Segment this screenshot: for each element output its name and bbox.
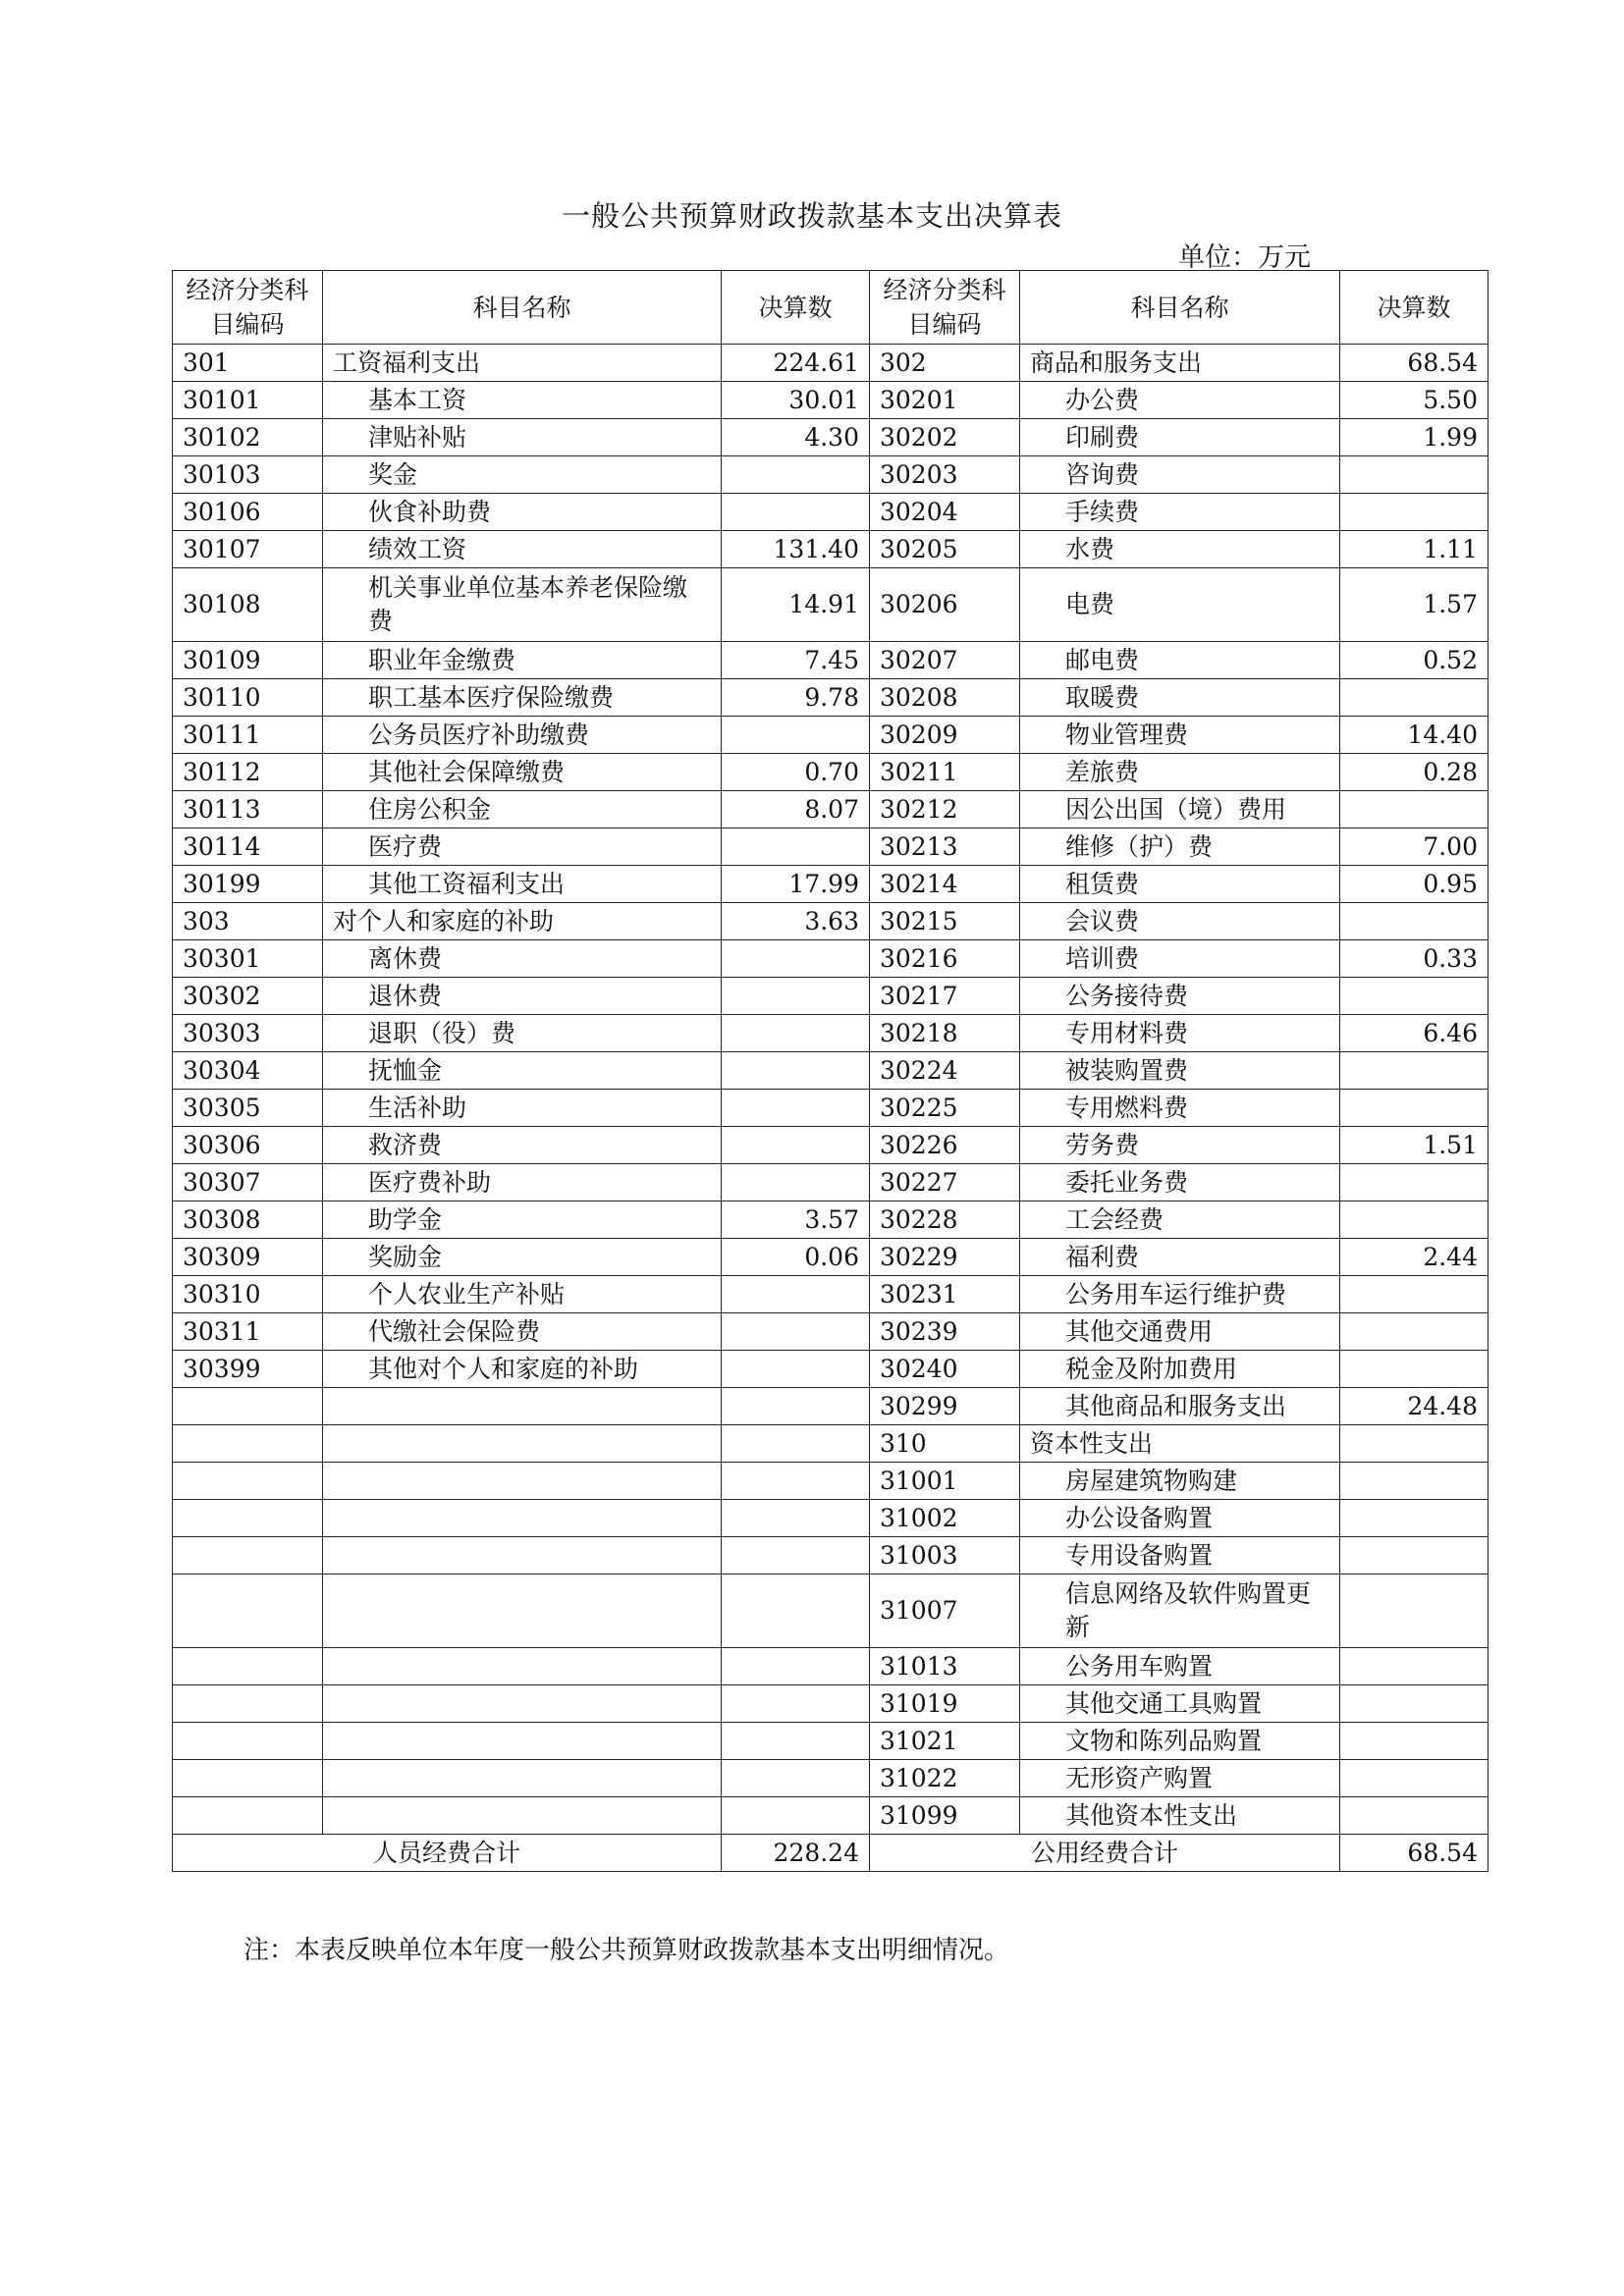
- left-amount-cell: [722, 1164, 870, 1201]
- right-amount-cell: [1340, 1500, 1489, 1537]
- right-code-cell: 30211: [870, 754, 1020, 791]
- right-name-cell: 水费: [1020, 531, 1340, 568]
- right-amount-cell: 7.00: [1340, 828, 1489, 866]
- header-cell: 经济分类科目编码: [173, 271, 323, 345]
- right-total-amount: 68.54: [1340, 1835, 1489, 1872]
- left-code-cell: 30301: [173, 940, 323, 978]
- table-row: [173, 1425, 1489, 1463]
- right-amount-cell: [1340, 494, 1489, 531]
- right-code-cell: 30214: [870, 866, 1020, 903]
- right-amount-cell: [1340, 1425, 1489, 1463]
- expenditure-table: [172, 270, 1489, 1872]
- right-amount-cell: [1340, 1648, 1489, 1685]
- table-row: [173, 828, 1489, 866]
- table-row: [173, 1164, 1489, 1201]
- left-name-cell: 医疗费补助: [323, 1164, 722, 1201]
- right-name-cell: 办公费: [1020, 382, 1340, 419]
- right-name-cell: 税金及附加费用: [1020, 1351, 1340, 1388]
- left-amount-cell: 8.07: [722, 791, 870, 828]
- left-name-cell: [323, 1648, 722, 1685]
- left-name-cell: 救济费: [323, 1127, 722, 1164]
- right-name-cell: 电费: [1020, 568, 1340, 642]
- table-row: [173, 754, 1489, 791]
- table-row: [173, 1313, 1489, 1351]
- left-code-cell: 30199: [173, 866, 323, 903]
- right-name-cell: 培训费: [1020, 940, 1340, 978]
- left-amount-cell: [722, 1313, 870, 1351]
- left-code-cell: 30103: [173, 456, 323, 494]
- right-amount-cell: 6.46: [1340, 1015, 1489, 1052]
- table-row: [173, 791, 1489, 828]
- right-name-cell: 工会经费: [1020, 1201, 1340, 1239]
- table-row: [173, 1463, 1489, 1500]
- right-code-cell: 31021: [870, 1723, 1020, 1760]
- right-amount-cell: [1340, 1052, 1489, 1090]
- left-amount-cell: 30.01: [722, 382, 870, 419]
- left-name-cell: [323, 1425, 722, 1463]
- header-cell: 经济分类科目编码: [870, 271, 1020, 345]
- left-amount-cell: [722, 1090, 870, 1127]
- right-name-cell: 公务用车购置: [1020, 1648, 1340, 1685]
- right-amount-cell: 0.28: [1340, 754, 1489, 791]
- table-row: [173, 717, 1489, 754]
- right-code-cell: 30206: [870, 568, 1020, 642]
- right-code-cell: 30229: [870, 1239, 1020, 1276]
- right-name-cell: 委托业务费: [1020, 1164, 1340, 1201]
- left-code-cell: 30304: [173, 1052, 323, 1090]
- right-amount-cell: [1340, 1575, 1489, 1648]
- right-code-cell: 30204: [870, 494, 1020, 531]
- totals-row: [173, 1835, 1489, 1872]
- right-code-cell: 30215: [870, 903, 1020, 940]
- right-name-cell: 办公设备购置: [1020, 1500, 1340, 1537]
- left-name-cell: [323, 1685, 722, 1723]
- left-code-cell: 30308: [173, 1201, 323, 1239]
- left-code-cell: 30113: [173, 791, 323, 828]
- left-name-cell: 奖励金: [323, 1239, 722, 1276]
- right-code-cell: 30217: [870, 978, 1020, 1015]
- right-code-cell: 31003: [870, 1537, 1020, 1575]
- right-amount-cell: 0.95: [1340, 866, 1489, 903]
- right-amount-cell: [1340, 1164, 1489, 1201]
- left-code-cell: [173, 1425, 323, 1463]
- left-amount-cell: [722, 1648, 870, 1685]
- left-name-cell: 机关事业单位基本养老保险缴费: [323, 568, 722, 642]
- table-row: [173, 1276, 1489, 1313]
- right-code-cell: 30202: [870, 419, 1020, 456]
- left-name-cell: 津贴补贴: [323, 419, 722, 456]
- left-name-cell: [323, 1388, 722, 1425]
- right-amount-cell: 1.11: [1340, 531, 1489, 568]
- right-name-cell: 维修（护）费: [1020, 828, 1340, 866]
- left-name-cell: 绩效工资: [323, 531, 722, 568]
- left-code-cell: [173, 1760, 323, 1797]
- left-amount-cell: 0.70: [722, 754, 870, 791]
- right-amount-cell: [1340, 456, 1489, 494]
- table-row: [173, 642, 1489, 679]
- left-name-cell: [323, 1463, 722, 1500]
- right-name-cell: 手续费: [1020, 494, 1340, 531]
- table-row: [173, 1127, 1489, 1164]
- left-amount-cell: [722, 1500, 870, 1537]
- left-amount-cell: 4.30: [722, 419, 870, 456]
- left-name-cell: 对个人和家庭的补助: [323, 903, 722, 940]
- right-amount-cell: [1340, 679, 1489, 717]
- right-code-cell: 302: [870, 345, 1020, 382]
- right-code-cell: 30239: [870, 1313, 1020, 1351]
- right-amount-cell: [1340, 1685, 1489, 1723]
- left-code-cell: 301: [173, 345, 323, 382]
- left-code-cell: [173, 1685, 323, 1723]
- left-amount-cell: [722, 978, 870, 1015]
- left-name-cell: 奖金: [323, 456, 722, 494]
- left-code-cell: 30307: [173, 1164, 323, 1201]
- right-amount-cell: [1340, 903, 1489, 940]
- table-row: [173, 1500, 1489, 1537]
- right-name-cell: 公务接待费: [1020, 978, 1340, 1015]
- right-amount-cell: 14.40: [1340, 717, 1489, 754]
- left-name-cell: [323, 1797, 722, 1835]
- right-name-cell: 劳务费: [1020, 1127, 1340, 1164]
- table-row: [173, 345, 1489, 382]
- header-cell: 科目名称: [323, 271, 722, 345]
- left-name-cell: 代缴社会保险费: [323, 1313, 722, 1351]
- left-name-cell: 伙食补助费: [323, 494, 722, 531]
- table-row: [173, 1090, 1489, 1127]
- table-row: [173, 568, 1489, 642]
- header-cell: 决算数: [1340, 271, 1489, 345]
- left-name-cell: 住房公积金: [323, 791, 722, 828]
- left-amount-cell: [722, 1760, 870, 1797]
- unit-label: 单位：万元: [1178, 242, 1311, 273]
- left-total-label: 人员经费合计: [173, 1835, 722, 1872]
- right-code-cell: 30216: [870, 940, 1020, 978]
- table-row: [173, 494, 1489, 531]
- left-amount-cell: [722, 1575, 870, 1648]
- left-amount-cell: 224.61: [722, 345, 870, 382]
- left-code-cell: [173, 1723, 323, 1760]
- left-code-cell: 30399: [173, 1351, 323, 1388]
- table-row: [173, 1723, 1489, 1760]
- left-amount-cell: 9.78: [722, 679, 870, 717]
- right-name-cell: 会议费: [1020, 903, 1340, 940]
- table-row: [173, 456, 1489, 494]
- right-amount-cell: 0.52: [1340, 642, 1489, 679]
- left-code-cell: 30303: [173, 1015, 323, 1052]
- right-name-cell: 公务用车运行维护费: [1020, 1276, 1340, 1313]
- table-row: [173, 1797, 1489, 1835]
- table-row: [173, 866, 1489, 903]
- right-code-cell: 31013: [870, 1648, 1020, 1685]
- table-row: [173, 1575, 1489, 1648]
- left-amount-cell: [722, 828, 870, 866]
- right-name-cell: 被装购置费: [1020, 1052, 1340, 1090]
- table-row: [173, 1015, 1489, 1052]
- right-code-cell: 31022: [870, 1760, 1020, 1797]
- right-code-cell: 30218: [870, 1015, 1020, 1052]
- left-code-cell: [173, 1575, 323, 1648]
- table-row: [173, 1388, 1489, 1425]
- left-name-cell: [323, 1760, 722, 1797]
- right-amount-cell: [1340, 791, 1489, 828]
- right-amount-cell: [1340, 1351, 1489, 1388]
- left-amount-cell: [722, 717, 870, 754]
- right-code-cell: 30213: [870, 828, 1020, 866]
- right-name-cell: 专用燃料费: [1020, 1090, 1340, 1127]
- table-row: [173, 1685, 1489, 1723]
- table-row: [173, 1239, 1489, 1276]
- left-amount-cell: 14.91: [722, 568, 870, 642]
- left-name-cell: 生活补助: [323, 1090, 722, 1127]
- right-name-cell: 其他商品和服务支出: [1020, 1388, 1340, 1425]
- left-name-cell: 助学金: [323, 1201, 722, 1239]
- left-name-cell: 公务员医疗补助缴费: [323, 717, 722, 754]
- left-code-cell: [173, 1797, 323, 1835]
- left-code-cell: 30101: [173, 382, 323, 419]
- left-code-cell: 30306: [173, 1127, 323, 1164]
- right-name-cell: 无形资产购置: [1020, 1760, 1340, 1797]
- right-code-cell: 31099: [870, 1797, 1020, 1835]
- right-code-cell: 30203: [870, 456, 1020, 494]
- left-amount-cell: 131.40: [722, 531, 870, 568]
- table-row: [173, 1648, 1489, 1685]
- table-row: [173, 1351, 1489, 1388]
- left-amount-cell: 3.63: [722, 903, 870, 940]
- right-code-cell: 30208: [870, 679, 1020, 717]
- left-amount-cell: [722, 940, 870, 978]
- left-code-cell: 30107: [173, 531, 323, 568]
- left-name-cell: 抚恤金: [323, 1052, 722, 1090]
- left-amount-cell: [722, 1685, 870, 1723]
- right-name-cell: 印刷费: [1020, 419, 1340, 456]
- left-name-cell: [323, 1575, 722, 1648]
- right-code-cell: 30225: [870, 1090, 1020, 1127]
- left-name-cell: 个人农业生产补贴: [323, 1276, 722, 1313]
- table-row: [173, 1052, 1489, 1090]
- right-code-cell: 30212: [870, 791, 1020, 828]
- right-amount-cell: [1340, 1313, 1489, 1351]
- left-amount-cell: [722, 1425, 870, 1463]
- right-amount-cell: [1340, 1201, 1489, 1239]
- left-code-cell: 30111: [173, 717, 323, 754]
- right-name-cell: 专用材料费: [1020, 1015, 1340, 1052]
- left-code-cell: [173, 1648, 323, 1685]
- right-amount-cell: [1340, 1797, 1489, 1835]
- left-name-cell: 其他社会保障缴费: [323, 754, 722, 791]
- left-code-cell: 30109: [173, 642, 323, 679]
- left-amount-cell: [722, 494, 870, 531]
- right-name-cell: 差旅费: [1020, 754, 1340, 791]
- table-row: [173, 903, 1489, 940]
- left-name-cell: 职工基本医疗保险缴费: [323, 679, 722, 717]
- left-code-cell: 30106: [173, 494, 323, 531]
- right-code-cell: 31002: [870, 1500, 1020, 1537]
- left-name-cell: 退职（役）费: [323, 1015, 722, 1052]
- right-name-cell: 取暖费: [1020, 679, 1340, 717]
- right-amount-cell: 24.48: [1340, 1388, 1489, 1425]
- right-amount-cell: [1340, 978, 1489, 1015]
- right-total-label: 公用经费合计: [870, 1835, 1340, 1872]
- left-amount-cell: [722, 1052, 870, 1090]
- left-amount-cell: 3.57: [722, 1201, 870, 1239]
- right-code-cell: 310: [870, 1425, 1020, 1463]
- left-amount-cell: [722, 1015, 870, 1052]
- left-name-cell: 职业年金缴费: [323, 642, 722, 679]
- right-name-cell: 租赁费: [1020, 866, 1340, 903]
- left-name-cell: 离休费: [323, 940, 722, 978]
- left-code-cell: 30110: [173, 679, 323, 717]
- right-amount-cell: [1340, 1463, 1489, 1500]
- table-row: [173, 1760, 1489, 1797]
- right-name-cell: 其他交通工具购置: [1020, 1685, 1340, 1723]
- left-name-cell: 基本工资: [323, 382, 722, 419]
- left-code-cell: [173, 1463, 323, 1500]
- right-name-cell: 资本性支出: [1020, 1425, 1340, 1463]
- table-row: [173, 1537, 1489, 1575]
- right-name-cell: 邮电费: [1020, 642, 1340, 679]
- left-code-cell: 30102: [173, 419, 323, 456]
- right-code-cell: 31007: [870, 1575, 1020, 1648]
- left-code-cell: 30114: [173, 828, 323, 866]
- right-amount-cell: 1.51: [1340, 1127, 1489, 1164]
- left-name-cell: [323, 1723, 722, 1760]
- table-row: [173, 940, 1489, 978]
- header-row: [173, 271, 1489, 345]
- left-amount-cell: [722, 1276, 870, 1313]
- left-code-cell: 30108: [173, 568, 323, 642]
- left-amount-cell: [722, 1797, 870, 1835]
- left-amount-cell: [722, 456, 870, 494]
- right-name-cell: 福利费: [1020, 1239, 1340, 1276]
- right-code-cell: 30228: [870, 1201, 1020, 1239]
- left-code-cell: 30309: [173, 1239, 323, 1276]
- right-code-cell: 30240: [870, 1351, 1020, 1388]
- right-code-cell: 30201: [870, 382, 1020, 419]
- left-amount-cell: [722, 1723, 870, 1760]
- right-amount-cell: 1.99: [1340, 419, 1489, 456]
- right-name-cell: 其他交通费用: [1020, 1313, 1340, 1351]
- right-code-cell: 30224: [870, 1052, 1020, 1090]
- right-name-cell: 房屋建筑物购建: [1020, 1463, 1340, 1500]
- left-code-cell: 30302: [173, 978, 323, 1015]
- left-name-cell: 退休费: [323, 978, 722, 1015]
- right-code-cell: 30226: [870, 1127, 1020, 1164]
- table-row: [173, 531, 1489, 568]
- right-name-cell: 因公出国（境）费用: [1020, 791, 1340, 828]
- header-cell: 决算数: [722, 271, 870, 345]
- right-amount-cell: 0.33: [1340, 940, 1489, 978]
- left-amount-cell: [722, 1463, 870, 1500]
- left-amount-cell: [722, 1351, 870, 1388]
- right-code-cell: 30205: [870, 531, 1020, 568]
- right-amount-cell: [1340, 1276, 1489, 1313]
- right-amount-cell: [1340, 1090, 1489, 1127]
- table-row: [173, 679, 1489, 717]
- left-name-cell: [323, 1500, 722, 1537]
- left-name-cell: 医疗费: [323, 828, 722, 866]
- left-total-amount: 228.24: [722, 1835, 870, 1872]
- left-name-cell: [323, 1537, 722, 1575]
- right-code-cell: 31019: [870, 1685, 1020, 1723]
- right-amount-cell: 68.54: [1340, 345, 1489, 382]
- left-amount-cell: 0.06: [722, 1239, 870, 1276]
- right-amount-cell: 1.57: [1340, 568, 1489, 642]
- right-amount-cell: [1340, 1723, 1489, 1760]
- right-name-cell: 信息网络及软件购置更新: [1020, 1575, 1340, 1648]
- right-amount-cell: [1340, 1760, 1489, 1797]
- left-amount-cell: [722, 1537, 870, 1575]
- table-row: [173, 419, 1489, 456]
- right-name-cell: 文物和陈列品购置: [1020, 1723, 1340, 1760]
- left-amount-cell: [722, 1127, 870, 1164]
- table-row: [173, 978, 1489, 1015]
- right-amount-cell: 2.44: [1340, 1239, 1489, 1276]
- table-row: [173, 382, 1489, 419]
- right-name-cell: 专用设备购置: [1020, 1537, 1340, 1575]
- left-amount-cell: [722, 1388, 870, 1425]
- right-name-cell: 其他资本性支出: [1020, 1797, 1340, 1835]
- right-amount-cell: [1340, 1537, 1489, 1575]
- right-code-cell: 30209: [870, 717, 1020, 754]
- left-amount-cell: 7.45: [722, 642, 870, 679]
- left-code-cell: 30305: [173, 1090, 323, 1127]
- right-name-cell: 商品和服务支出: [1020, 345, 1340, 382]
- left-code-cell: 30112: [173, 754, 323, 791]
- left-code-cell: 303: [173, 903, 323, 940]
- left-amount-cell: 17.99: [722, 866, 870, 903]
- right-code-cell: 31001: [870, 1463, 1020, 1500]
- right-code-cell: 30299: [870, 1388, 1020, 1425]
- right-code-cell: 30227: [870, 1164, 1020, 1201]
- left-code-cell: 30311: [173, 1313, 323, 1351]
- page-title: 一般公共预算财政拨款基本支出决算表: [561, 199, 1062, 233]
- right-amount-cell: 5.50: [1340, 382, 1489, 419]
- left-code-cell: 30310: [173, 1276, 323, 1313]
- table-row: [173, 1201, 1489, 1239]
- left-name-cell: 其他对个人和家庭的补助: [323, 1351, 722, 1388]
- left-name-cell: 其他工资福利支出: [323, 866, 722, 903]
- table-note: 注：本表反映单位本年度一般公共预算财政拨款基本支出明细情况。: [244, 1936, 1010, 1965]
- right-code-cell: 30231: [870, 1276, 1020, 1313]
- right-name-cell: 咨询费: [1020, 456, 1340, 494]
- left-code-cell: [173, 1388, 323, 1425]
- right-name-cell: 物业管理费: [1020, 717, 1340, 754]
- left-code-cell: [173, 1537, 323, 1575]
- header-cell: 科目名称: [1020, 271, 1340, 345]
- right-code-cell: 30207: [870, 642, 1020, 679]
- left-code-cell: [173, 1500, 323, 1537]
- left-name-cell: 工资福利支出: [323, 345, 722, 382]
